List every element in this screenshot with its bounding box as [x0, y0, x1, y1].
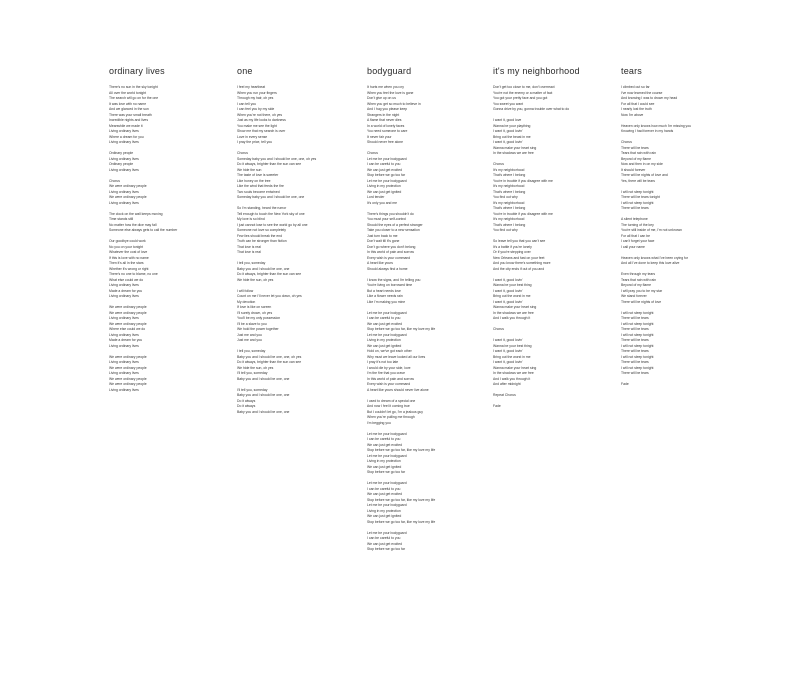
lyric-line: It hurts me when you cry [367, 85, 404, 89]
lyric-line: For all that I could see [621, 101, 655, 106]
song-title: ordinary lives [109, 66, 165, 76]
lyric-line: There will be tears [621, 349, 649, 353]
lyric-line: Living in my protection [367, 338, 401, 342]
lyric-line: Ordinary people [109, 162, 134, 166]
lyric-line: Living ordinary lives [109, 200, 139, 205]
lyric-line: Repeat Chorus [493, 393, 516, 397]
lyric-line: Where else could we do [109, 327, 146, 331]
lyric-line: Like a flower needs rain [367, 294, 403, 298]
lyric-line: If this is love with no name [109, 255, 149, 260]
lyric-line: I can be careful to you [367, 316, 401, 320]
lyric-line: There will be nights of love [621, 299, 662, 304]
lyric-line: Truth can be stronger than fiction [237, 239, 287, 243]
lyric-line: Living ordinary lives [109, 156, 139, 161]
lyric-line: When you're pulling me through [367, 415, 415, 419]
lyric-line: Do it always, brighter than the sun can see [237, 360, 302, 364]
song-title: one [237, 66, 253, 76]
lyric-line: Ordinary people [109, 151, 134, 155]
lyric-line: Don't get too close to me, don't overreact [493, 85, 555, 89]
lyric-line: Made a dream for you [109, 338, 143, 342]
lyric-line: No you on your tonight [109, 244, 144, 249]
lyric-line: It never fair your [367, 134, 392, 139]
lyric-line: I will follow [237, 288, 254, 293]
lyric-line: There's no one to blame, no one [109, 272, 158, 276]
lyric-line: I want it, good lovin' [493, 360, 523, 364]
lyric-line: We can just get ignited [367, 514, 402, 518]
lyric-line: You're not the enemy or a matter of fact [493, 90, 553, 95]
lyric-line: A silent telephone [621, 217, 648, 221]
lyric-line: You got your pretty face and you got [493, 96, 548, 100]
lyric-line: Living ordinary lives [109, 360, 139, 364]
lyric-line: There will be tears [621, 316, 649, 320]
lyric-line: Baby you and I should be one, one [237, 376, 290, 381]
lyric-line: And we glanced in the sun [109, 107, 149, 111]
lyric-line: You'll be my only possession [237, 316, 281, 320]
lyric-line: Let me be your bodyguard [367, 178, 407, 183]
lyric-line: Like honey on the tree [237, 178, 271, 183]
lyric-line: And knowing I was to drown my head [621, 96, 678, 100]
lyric-line: Now I'm above [621, 112, 644, 117]
lyric-line: Do it always [237, 398, 256, 403]
lyric-line: I'll tell you, someday [237, 371, 268, 375]
lyric-line: A flame that never dies [367, 118, 402, 122]
lyric-line: So leave tell you that you can't see [493, 239, 546, 243]
lyric-line: I can be careful to you [367, 486, 401, 491]
lyric-line: We were ordinary people [109, 376, 147, 381]
lyric-line: Wanna be your best thing [493, 343, 532, 348]
lyric-line: Beyond of my flame [621, 283, 651, 287]
lyric-line: Take you closer to a new sensation [367, 228, 420, 232]
lyric-line: Stop before we go too far [367, 470, 406, 474]
lyric-line: Through my hair, oh yes [237, 96, 274, 100]
lyric-line: We were ordinary people [109, 310, 147, 315]
lyric-line: In the shadows we are free [493, 310, 534, 315]
lyric-line: I will not sleep tonight [621, 321, 654, 326]
lyric-line: Hold on, we've got each other [367, 349, 412, 353]
lyric-line: It's only you and me [367, 200, 398, 205]
lyric-line: And I hug you please keep [367, 107, 408, 111]
song-column-its-my-neighborhood [493, 66, 580, 410]
lyric-line: You must your self-control [367, 217, 407, 221]
lyric-line: Let me be your bodyguard [367, 332, 407, 337]
lyric-line: Strangers in the night [367, 112, 400, 117]
lyric-line: Show me that my search is over [237, 129, 286, 133]
lyric-line: We can just get excited [367, 321, 402, 326]
lyric-line: Chorus [367, 151, 378, 155]
lyric-line: Then it's all in the stars [109, 261, 144, 265]
lyric-line: Incredible nights and lives [109, 118, 149, 122]
lyric-line: Do it always, brighter than the sun can see [237, 162, 302, 166]
lyric-line: Living ordinary lives [109, 129, 139, 133]
lyric-line: If love is like on screen [237, 305, 272, 309]
lyric-line: We were ordinary people [109, 354, 147, 359]
lyric-line: You're living on borrowed time [367, 283, 413, 287]
lyric-line: Tears that rain with rain [621, 151, 657, 155]
lyric-line: All over the world tonight [109, 90, 147, 95]
lyric-line: And after midnight [493, 382, 521, 386]
lyric-line: It's a battle if you're lonely [493, 244, 532, 249]
song-column-one [237, 66, 316, 415]
lyric-line: So I'm standing, heard the rumor [237, 206, 287, 210]
lyric-line: Few lies should break the end [237, 233, 283, 238]
lyric-line: I will not sleep tonight [621, 200, 654, 205]
lyric-line: Living ordinary lives [109, 387, 139, 392]
lyric-line: We were ordinary people [109, 365, 147, 370]
lyric-line: And I walk you through it [493, 376, 531, 381]
lyric-line: I tell you, someday [237, 349, 266, 353]
lyric-line: I want it, good lovin' [493, 288, 523, 293]
lyric-line: In this world of pain and sorrow [367, 250, 414, 254]
lyric-line: Living ordinary lives [109, 371, 139, 375]
lyric-line: Time stands still [109, 217, 134, 221]
lyric-line: But a heart needs love [367, 288, 401, 293]
lyric-line: Every wish is your command [367, 382, 411, 386]
lyric-line: A heart like yours should never live alone [367, 387, 429, 392]
lyric-line: Count on me I'll never let you down, oh yes [237, 294, 302, 298]
lyric-line: I will pray you to be my star [621, 288, 663, 293]
lyric-line: I just cannot lose to see the world go by all one [237, 222, 308, 227]
lyric-line: Let me be your bodyguard [367, 453, 407, 458]
lyric-line: The turning of the key [621, 222, 654, 227]
lyric-line: New Orleans and fast on your feet [493, 255, 545, 260]
lyric-line: And I walk you through it [493, 316, 531, 320]
lyric-line: Let me be your bodyguard [367, 530, 407, 535]
lyric-line: Two souls become entwined [237, 189, 280, 194]
lyric-line: We were ordinary people [109, 382, 147, 386]
lyric-line: Yes, there will be tears [621, 178, 655, 183]
lyric-line: You're still inside of me, I'm not unknown [621, 228, 682, 232]
lyric-line: I've now learned the course [621, 90, 663, 95]
lyric-line: We can just get ignited [367, 343, 402, 348]
lyric-line: And all I've done to keep this love alive [621, 261, 680, 265]
lyric-line: Baby you and I should be one, one, oh yes [237, 354, 302, 359]
lyric-line: There will be tears [621, 338, 649, 342]
lyric-line: Stop before we go too far [367, 173, 406, 177]
lyric-line: Our goodbye could work [109, 239, 146, 243]
lyric-line: I pray the price, tell you [237, 140, 273, 144]
lyric-line: We can just get ignited [367, 464, 402, 469]
lyric-line: There will be tears [621, 360, 649, 364]
lyric-line: I tell you, someday [237, 261, 266, 265]
lyric-line: We were ordinary people [109, 305, 147, 309]
lyric-line: Chorus [493, 162, 504, 166]
lyric-line: We were ordinary people [109, 184, 147, 188]
lyric-line: Wanna be your best thing [493, 283, 532, 287]
lyric-line: Tell enough to touch the New York sky of one [237, 211, 305, 216]
lyric-line: We hide the sun, oh yes [237, 277, 274, 282]
lyric-line: Someday baby you and I should be one, one [237, 195, 305, 199]
lyric-line: I can't forget your face [621, 239, 655, 243]
lyric-line: Just me and you [237, 332, 262, 337]
lyric-line: Where a dream for you [109, 134, 144, 139]
lyric-line: Let me be your bodyguard [367, 156, 407, 161]
lyric-line: Tears that rain with rain [621, 277, 657, 282]
song-title: tears [621, 66, 643, 76]
lyric-line: Why must we leave looked all our lives [367, 354, 426, 359]
lyric-line: Stop before we go too far, like my love my life [367, 519, 436, 524]
lyric-line: Let me be your bodyguard [367, 431, 407, 436]
lyric-line: And the city ends if out of you and [493, 266, 545, 271]
lyric-line: Someone not love so completely [237, 228, 287, 232]
lyric-line: Don't give up on us [367, 96, 396, 100]
lyric-line: That's where I belong [493, 189, 526, 194]
lyric-line: Meanwhile we made it [109, 123, 143, 128]
lyric-line: Living ordinary lives [109, 189, 139, 194]
lyric-line: There's things you shouldn't do [367, 211, 414, 216]
lyric-line: When you feel the love is gone [367, 90, 414, 95]
lyric-line: I will not sleep tonight [621, 189, 654, 194]
lyric-line: I nearly lost the truth [621, 107, 652, 111]
lyric-line: I'm the fire that you crave [367, 371, 405, 375]
lyric-line: And you know there's something more [493, 261, 551, 265]
lyric-line: I can be careful to you [367, 536, 401, 540]
lyric-line: I'll surely drown, oh yes [237, 310, 273, 315]
lyric-line: Should the eyes of a perfect stranger [367, 222, 423, 227]
lyric-line: Like I'm making you mine [367, 299, 406, 304]
lyric-line: There will be tears [621, 371, 649, 375]
lyric-line: My love is so blind [237, 217, 265, 221]
lyric-line: You need someone to care [367, 129, 408, 133]
lyric-line: Wanna make your heart sing [493, 145, 537, 150]
lyric-line: Baby you and I should be one, one [237, 266, 290, 271]
lyric-line: We hide the sun [237, 167, 262, 172]
lyric-line: Living in my protection [367, 459, 401, 463]
lyric-line: The search will go on for the one [109, 96, 159, 100]
lyric-line: The taste of love is sweeter [237, 173, 279, 177]
lyric-line: Should never free alone [367, 140, 404, 144]
lyric-line: For all that I can be [621, 233, 651, 238]
lyric-line: In the shadows we are free [493, 151, 534, 155]
lyric-line: Someone else always gets to call the number [109, 228, 178, 232]
lyric-line: I want it, good lovin' [493, 349, 523, 353]
lyric-line: And now I feel it coming true [367, 404, 410, 408]
lyric-line: Or if you're stepping over [493, 250, 531, 254]
lyric-line: You sweet you want [493, 101, 524, 106]
lyric-line: We were ordinary people [109, 195, 147, 199]
lyric-line: Whether it's wrong or right [109, 266, 149, 271]
lyric-line: That's where I belong [493, 173, 526, 177]
lyric-line: I'm begging you [367, 420, 391, 425]
lyric-line: Just me and you [237, 338, 262, 342]
lyric-line: I want it, good love [493, 118, 522, 122]
lyric-line: What else could we do [109, 277, 144, 282]
song-title: bodyguard [367, 66, 412, 76]
lyric-line: In this world of pain and sorrow [367, 376, 414, 381]
lyric-line: Heaven only knows what I've been crying for [621, 255, 688, 260]
lyric-line: Lord tender [367, 195, 385, 199]
lyric-line: Just as my life looks to darkness [237, 118, 286, 122]
lyric-line: Stop before we go too far, like my love my life [367, 327, 436, 331]
lyric-line: I pray it's not too late [367, 360, 399, 364]
song-lyrics [109, 85, 177, 393]
lyric-line: We can just get excited [367, 442, 402, 447]
lyric-line: Bring out the beast in me [493, 134, 531, 139]
song-column-ordinary-lives [109, 66, 177, 393]
lyric-line: Living ordinary lives [109, 294, 139, 298]
lyric-line: Bring out the worst in me [493, 354, 531, 359]
lyric-line: I know the signs, and I'm telling you [367, 277, 421, 282]
lyric-line: Baby you and I should be one, one [237, 393, 290, 397]
lyric-line: Living in my protection [367, 508, 401, 513]
lyric-line: Living ordinary lives [109, 167, 139, 172]
lyric-line: I can be careful to you [367, 162, 401, 166]
lyric-line: But I couldn't let go, I'm a jealous guy [367, 409, 423, 414]
lyric-line: It's my neighborhood [493, 184, 525, 188]
lyric-line: We can just get excited [367, 541, 402, 546]
lyric-line: When you get so much to believe in [367, 101, 421, 106]
lyric-line: I used to dream of a special one [367, 398, 416, 403]
lyric-line: I will not sleep tonight [621, 332, 654, 337]
lyric-line: No matter how the dice may fall [109, 222, 157, 227]
lyric-line: In a world of lonely faces [367, 123, 405, 128]
lyric-line: I can feel you by my side [237, 107, 275, 111]
lyric-line: I want it, good lovin' [493, 129, 523, 133]
lyric-line: There will be tears [621, 327, 649, 331]
lyric-line: Now and then in on my side [621, 162, 663, 166]
lyric-line: You're in trouble if you disagree with me [493, 178, 553, 183]
lyric-line: Someday baby you and I should be one, one, oh yes [237, 156, 317, 161]
lyric-line: Wanna make your heart sing [493, 365, 537, 370]
lyric-line: Wanna make your heart sing [493, 305, 537, 309]
lyric-line: Let me be your bodyguard [367, 310, 407, 315]
lyric-line: I want it, good lovin' [493, 299, 523, 304]
lyric-line: Living ordinary lives [109, 283, 139, 287]
lyric-line: We hold the power together [237, 327, 279, 331]
lyric-line: There will be tears [621, 206, 649, 210]
lyric-line: Stop before we go too far, like my love my life [367, 448, 436, 452]
lyric-line: When you run your fingers [237, 90, 277, 95]
lyric-line: Living in my protection [367, 184, 401, 188]
lyric-line: I want it, good lovin' [493, 140, 523, 144]
lyric-line: Let me be your bodyguard [367, 503, 407, 507]
lyric-line: I'll be a slave to you [237, 321, 267, 326]
lyric-line: Chorus [109, 178, 120, 183]
lyric-line: Bring out the worst in me [493, 294, 531, 298]
lyric-line: You're in trouble if you disagree with me [493, 211, 553, 216]
song-lyrics [621, 85, 691, 388]
lyric-line: I will not sleep tonight [621, 354, 654, 359]
lyric-line: Do it always, brighter than the sun can see [237, 272, 302, 276]
lyric-line: We were ordinary people [109, 321, 147, 326]
lyric-line: A heart like yours [367, 261, 394, 265]
lyric-line: Let me be your bodyguard [367, 481, 407, 485]
lyric-line: I want it, good lovin' [493, 277, 523, 282]
lyric-line: We can just get excited [367, 167, 402, 172]
lyric-line: Chorus [621, 140, 632, 144]
lyric-line: Heaven only knows how much I'm missing you [621, 123, 691, 128]
lyric-line: Chorus [237, 151, 248, 155]
lyric-line: It's my neighborhood [493, 167, 525, 172]
lyric-line: I can be careful to you [367, 437, 401, 441]
lyric-line: Fade [621, 382, 629, 386]
lyric-line: Living ordinary lives [109, 343, 139, 348]
lyric-line: That's where I belong [493, 222, 526, 227]
song-title: it's my neighborhood [493, 66, 580, 76]
lyric-line: Even through my tears [621, 272, 656, 276]
lyric-line: There will be tears tonight [621, 195, 660, 199]
lyric-line: There's no sun in the sky tonight [109, 85, 158, 89]
song-lyrics [367, 85, 435, 553]
lyric-line: Do it always [237, 404, 256, 408]
lyric-line: I'll tell you, someday [237, 387, 268, 392]
lyric-line: You find out why [493, 228, 518, 232]
lyric-line: Living ordinary lives [109, 140, 139, 144]
lyric-line: It was love with no name [109, 101, 147, 106]
lyric-line: We can just get excited [367, 492, 402, 496]
song-lyrics [493, 85, 580, 410]
lyric-line: I will not sleep tonight [621, 310, 654, 315]
lyric-line: When you're not there, oh yes [237, 112, 283, 117]
lyric-line: There was your small breath [109, 112, 152, 117]
lyric-line: You find out why [493, 195, 518, 199]
lyric-line: My devotion [237, 299, 256, 304]
lyric-line: Stop before we go too far [367, 547, 406, 551]
lyric-line: That's where I belong [493, 206, 526, 210]
lyric-line: There will be tears [621, 145, 649, 150]
song-column-bodyguard [367, 66, 435, 553]
lyric-line: Beyond of my flame [621, 156, 651, 161]
lyric-line: Just turn back to me [367, 233, 398, 238]
lyric-line: We stand forever [621, 294, 647, 298]
song-column-tears [621, 66, 691, 388]
lyric-line: Every wish is your command [367, 255, 411, 260]
lyric-line: Living ordinary lives [109, 332, 139, 337]
lyric-line: Gonna drive by you, gonna trouble over what to do [493, 107, 570, 111]
lyric-line: There will be nights of love and [621, 173, 668, 177]
lyric-line: You make me see the light [237, 123, 277, 128]
lyric-line: The clock on the wall keeps moving [109, 211, 163, 216]
lyric-line: Knowing I had forever in my hands [621, 129, 674, 133]
lyric-line: Whatever the cost of love [109, 250, 148, 254]
lyric-line: In the shadows we are free [493, 371, 534, 375]
lyric-line: It should forever [621, 167, 646, 172]
lyric-line: Baby you and I should be one, one [237, 409, 290, 414]
lyric-line: Wanna be your plaything [493, 123, 531, 128]
lyric-line: Don't wait till it's gone [367, 239, 400, 243]
lyric-line: We hide the sun, oh yes [237, 365, 274, 370]
lyric-line: Don't go where you don't belong [367, 244, 416, 249]
lyric-line: I feel my heartbeat [237, 85, 266, 89]
lyric-line: I would die by your side, love [367, 365, 411, 370]
lyric-line: I will not sleep tonight [621, 343, 654, 348]
lyric-line: Living ordinary lives [109, 316, 139, 320]
lyric-line: I want it, good lovin' [493, 338, 523, 342]
lyric-line: I will not sleep tonight [621, 365, 654, 370]
lyric-line: We can just get ignited [367, 189, 402, 194]
lyric-line: Chorus [493, 327, 504, 331]
lyric-line: I climbed out so far [621, 85, 650, 89]
lyric-line: Made a dream for you [109, 288, 143, 293]
lyric-line: Should always find a home [367, 266, 408, 271]
lyric-line: Fade [493, 404, 501, 408]
lyric-line: I call your name [621, 244, 645, 249]
lyric-line: That love is real [237, 244, 261, 249]
lyric-line: That love is real [237, 250, 261, 254]
lyric-line: Love in every sense [237, 134, 268, 139]
lyric-line: Like the wind that feeds the fire [237, 184, 284, 188]
lyric-line: It's my neighborhood [493, 217, 525, 221]
lyric-line: It's my neighborhood [493, 200, 525, 205]
lyric-line: I can tell you [237, 101, 257, 106]
song-lyrics [237, 85, 316, 415]
lyric-line: Stop before we go too far, like my love my life [367, 497, 436, 502]
